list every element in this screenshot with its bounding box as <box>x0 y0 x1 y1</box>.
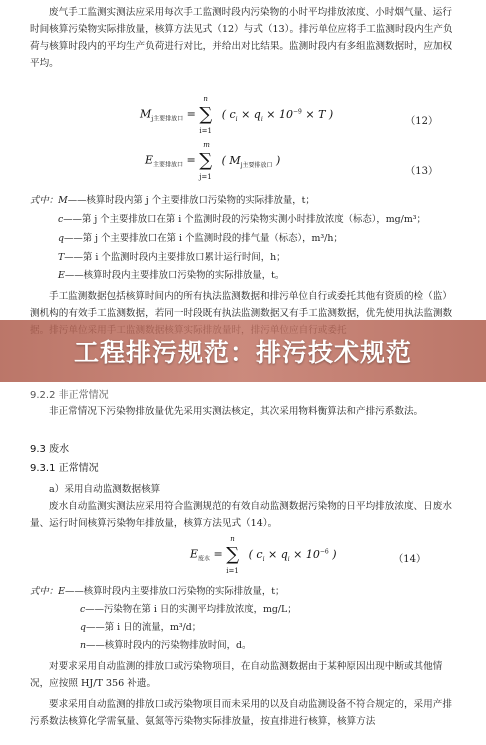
summation-symbol: ∑ m j=1 <box>199 141 213 181</box>
equation-13: $E_{主要排放口}$ = ∑ m j=1 ( $M_{j主要排放口}$ ) <box>145 141 281 181</box>
equation-13-body: ( $M_{j主要排放口}$ ) <box>221 153 281 169</box>
definition-line: c——第 j 个主要排放口在第 i 个监测时段的污染物实测小时排放浓度（标态），mg/m³； <box>58 214 426 225</box>
paragraph-abnormal: 非正常情况下污染物排放量优先采用实测法核定，其次采用物料衡算法和产排污系数法。 <box>49 406 424 417</box>
list-item-a: a）采用自动监测数据核算 <box>49 484 161 495</box>
definition-line: T——第 i 个监测时段内主要排放口累计运行时间，h； <box>58 252 286 263</box>
paragraph-wastewater-auto: 废水自动监测实测法应采用符合监测规范的有效自动监测数据污染物的日平均排放浓度、日废水量、运行时间核算污染物年排放量，核算方法见式（14）。 <box>30 501 452 529</box>
definition-line: n——核算时段内的污染物排放时间，d。 <box>80 640 252 651</box>
section-heading-9-2-2: 9.2.2 非正常情况 <box>30 390 109 401</box>
equation-13-number: （13） <box>405 166 438 177</box>
definition-line: 式中：E——核算时段内主要排放口污染物的实际排放量，t； <box>30 586 285 597</box>
banner-title: 工程排污规范：排污技术规范 <box>73 338 412 367</box>
definition-line: q——第 j 个主要排放口在第 i 个监测时段的排气量（标态），m³/h； <box>58 233 343 244</box>
paragraph-manual-data: 手工监测数据包括核算时间内的所有执法监测数据和排污单位自行或委托其他有资质的检（监）测机构的有效手工监测数据，若同一时段既有执法监测数据又有手工监测数据，优先使用执法监测数 <box>30 291 453 319</box>
definition-line: E——核算时段内主要排放口污染物的实际排放量，t。 <box>58 270 285 281</box>
equation-12: $M_{j主要排放口}$ = ∑ n i=1 ( $c_i \times q_i \times 10^{-9} \times T$ ) <box>140 95 334 135</box>
equation-12-number: （12） <box>405 116 438 127</box>
equation-12-body: ( $c_i \times q_i \times 10^{-9} \times T$ ) <box>221 107 334 123</box>
summation-symbol: ∑ n i=1 <box>226 535 240 575</box>
title-banner <box>0 320 486 382</box>
paragraph-interruption: 对要求采用自动监测的排放口或污染物项目，在自动监测数据由于某种原因出现中断或其他情况，应按照 HJ/T 356 补遗。 <box>30 661 443 689</box>
paragraph-manual-monitoring: 废气手工监测实测法应采用每次手工监测时段内污染物的小时平均排放浓度、小时烟气量、运行时间核算污染物实际排放量，核算方法见式（12）与式（13）。排污单位应将手工监测时段内生产负荷与核算时段内的平均生产负荷进行对比，并给出对比结果。监测时段内有多组监测数据时，应加权平均。 <box>30 7 453 69</box>
summation-symbol: ∑ n i=1 <box>199 95 213 135</box>
equation-14-number: （14） <box>393 554 426 565</box>
equation-14: $E_{废水}$ = ∑ n i=1 ( $c_i \times q_i \times 10^{-6}$ ) <box>190 535 337 575</box>
definition-line: q——第 i 日的流量，m³/d； <box>80 622 202 633</box>
paragraph-coefficient-method: 要求采用自动监测的排放口或污染物项目而未采用的以及自动监测设备不符合规定的，采用产排污系数法核算化学需氧量、氨氮等污染物实际排放量，按直排进行核算，核算方法 <box>30 699 452 727</box>
section-heading-9-3-1: 9.3.1 正常情况 <box>30 463 99 474</box>
definition-line: c——污染物在第 i 日的实测平均排放浓度，mg/L； <box>80 604 297 615</box>
equation-14-body: ( $c_i \times q_i \times 10^{-6}$ ) <box>248 547 337 563</box>
definition-line: 式中：M——核算时段内第 j 个主要排放口污染物的实际排放量，t； <box>30 195 315 206</box>
section-heading-9-3: 9.3 废水 <box>30 444 70 455</box>
